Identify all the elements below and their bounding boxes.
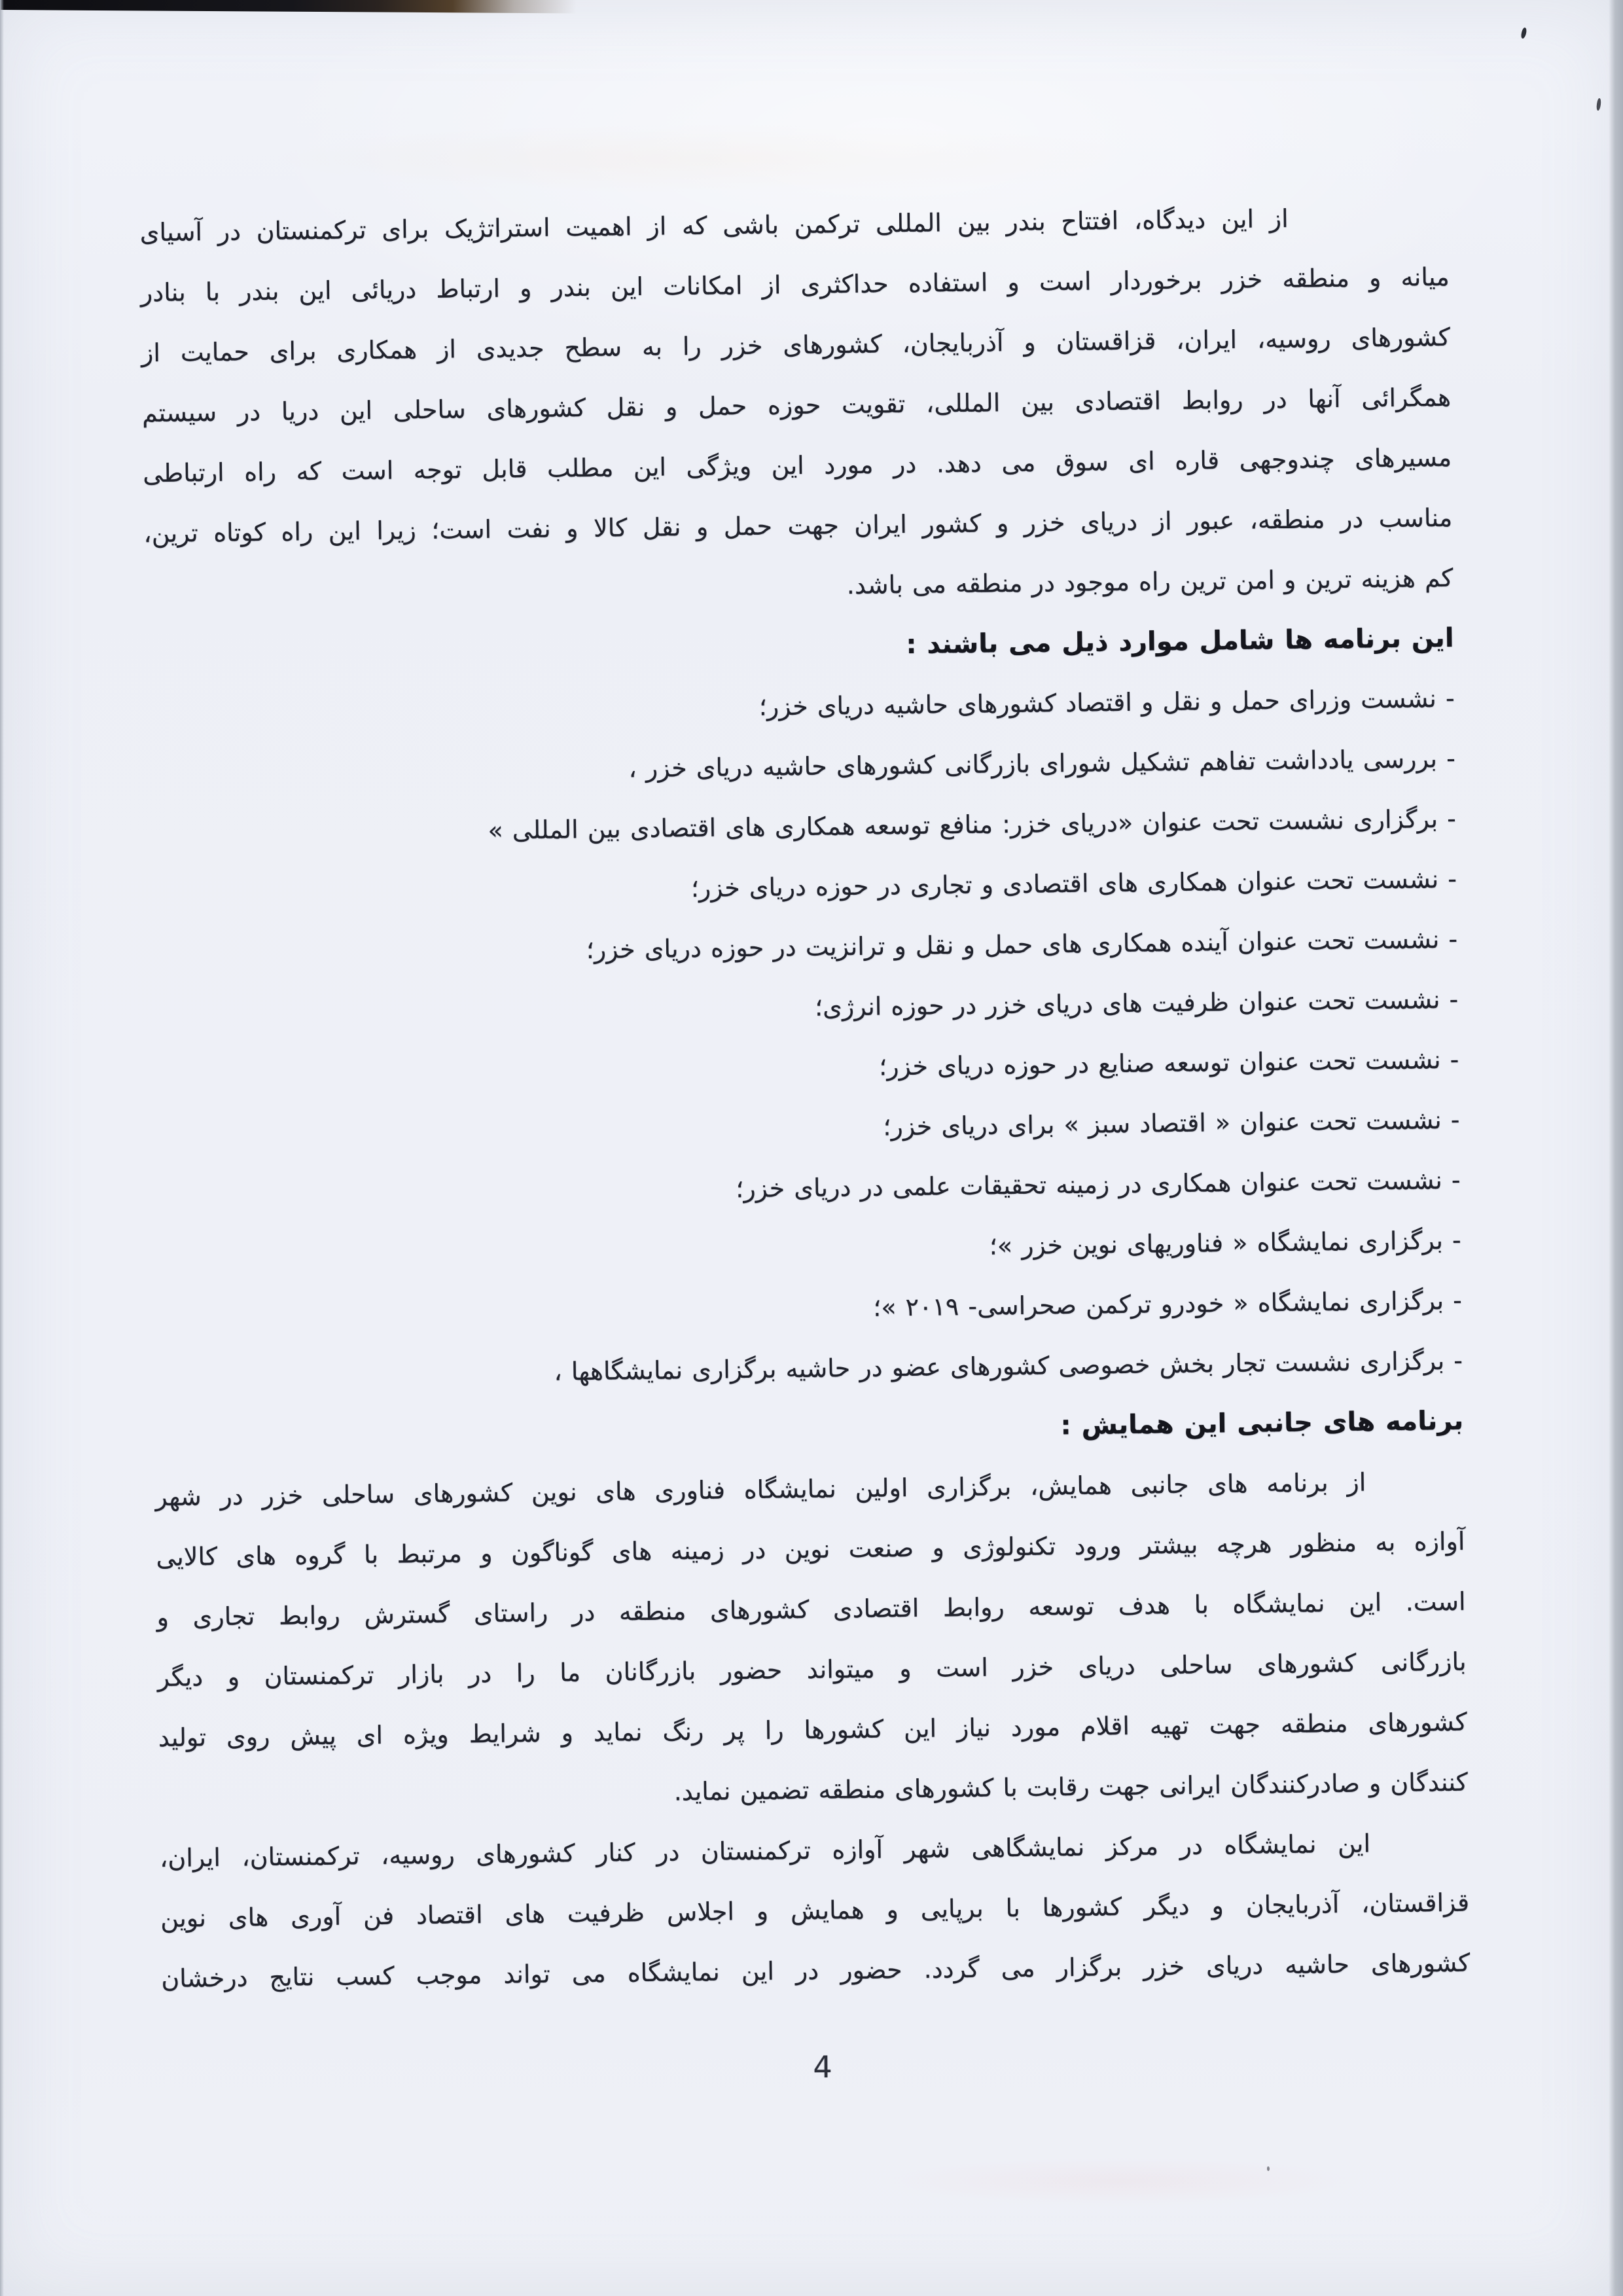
section-heading-side-programs: برنامه های جانبی این همایش : <box>1060 1405 1464 1441</box>
paragraph-line: از برنامه های جانبی همایش، برگزاری اولین نمایشگاه فناوری های نوین کشورهای ساحلی خزر در شهر <box>155 1467 1366 1512</box>
paragraph-line: مناسب در منطقه، عبور از دریای خزر و کشور ایران جهت حمل و نقل کالا و نفت است؛ زیرا این راه کوتاه ترین، <box>143 503 1453 548</box>
list-item: - نشست تحت عنوان آینده همکاری های حمل و نقل و ترانزیت در حوزه دریای خزر؛ <box>586 924 1458 965</box>
paragraph-line: کنندگان و صادرکنندگان ایرانی جهت رقابت با کشورهای منطقه تضمین نماید. <box>673 1767 1469 1806</box>
section-heading-programs: این برنامه ها شامل موارد ذیل می باشند : <box>906 622 1454 660</box>
list-item: - برگزاری نمایشگاه « خودرو ترکمن صحراسی- ۲۰۱۹ »؛ <box>872 1285 1463 1322</box>
list-item: - بررسی یادداشت تفاهم تشکیل شورای بازرگانی کشورهای حاشیه دریای خزر ، <box>628 744 1456 783</box>
page-number: 4 <box>813 2049 832 2085</box>
scan-speck <box>1520 27 1527 39</box>
paragraph-line: قزاقستان، آذربایجان و دیگر کشورها با برپایی و همایش و اجلاس ظرفیت های اقتصاد فن آوری های نوین <box>160 1888 1470 1933</box>
scan-top-edge-artifact <box>0 0 613 14</box>
paragraph-line: کشورهای روسیه، ایران، قزاقستان و آذربایجان، کشورهای خزر را به سطح جدیدی از همکاری برای حمایت از <box>141 322 1451 368</box>
paragraph-line: کشورهای منطقه جهت تهیه اقلام مورد نیاز این کشورها را پر رنگ نماید و شرایط ویژه ای پیش روی تولید <box>158 1707 1467 1753</box>
paragraph-line: مسیرهای چندوجهی قاره ای سوق می دهد. در مورد این ویژگی این مطلب قابل توجه است که راه ارتباطی <box>143 442 1452 488</box>
paragraph-line: میانه و منطقه خزر برخوردار است و استفاده حداکثری از امکانات این بندر و ارتباط دریائی این بندر با بنادر <box>140 262 1450 308</box>
list-item: - برگزاری نشست تحت عنوان «دریای خزر: منافع توسعه همکاری های اقتصادی بین المللی » <box>488 804 1457 845</box>
paragraph-line: این نمایشگاه در مرکز نمایشگاهی شهر آوازه ترکمنستان در کنار کشورهای روسیه، ترکمنستان، ایران، <box>159 1829 1371 1873</box>
paragraph-line: کشورهای حاشیه دریای خزر برگزار می گردد. حضور در این نمایشگاه می تواند موجب کسب نتایج درخشان <box>161 1948 1471 1994</box>
list-item: - نشست تحت عنوان « اقتصاد سبز » برای دریای خزر؛ <box>883 1105 1460 1141</box>
document-body <box>139 187 1471 2009</box>
paragraph-line: کم هزینه ترین و امن ترین راه موجود در منطقه می باشد. <box>846 563 1454 600</box>
list-item: - نشست تحت عنوان همکاری های اقتصادی و تجاری در حوزه دریای خزر؛ <box>690 864 1457 903</box>
scan-right-edge-artifact <box>1609 0 1623 2296</box>
list-item: - برگزاری نمایشگاه « فناوریهای نوین خزر »؛ <box>989 1225 1462 1261</box>
list-item: - برگزاری نشست تجار بخش خصوصی کشورهای عضو در حاشیه برگزاری نمایشگاهها ، <box>554 1346 1463 1386</box>
scan-left-edge-artifact <box>0 0 4 2296</box>
paragraph-line: از این دیدگاه، افتتاح بندر بین المللی ترکمن باشی که از اهمیت استراتژیک برای ترکمنستان در آسیای <box>139 204 1289 247</box>
paragraph-line: آوازه به منظور هرچه بیشتر ورود تکنولوژی و صنعت نوین در زمینه های گوناگون و مرتبط با گروه های کالایی <box>156 1526 1465 1572</box>
scan-speck <box>1596 98 1602 111</box>
list-item: - نشست تحت عنوان ظرفیت های دریای خزر در حوزه انرژی؛ <box>814 984 1459 1022</box>
list-item: - نشست وزرای حمل و نقل و اقتصاد کشورهای حاشیه دریای خزر؛ <box>758 683 1455 721</box>
paragraph-line: همگرائی آنها در روابط اقتصادی بین المللی، تقویت حوزه حمل و نقل کشورهای ساحلی این دریا در سیستم <box>141 382 1452 428</box>
paragraph-line: است. این نمایشگاه با هدف توسعه روابط اقتصادی کشورهای منطقه در راستای گسترش روابط تجاری و <box>156 1587 1466 1632</box>
paragraph-line: بازرگانی کشورهای ساحلی دریای خزر است و میتواند حضور بازرگانان ما را در بازار ترکمنستان و دیگر <box>157 1647 1467 1693</box>
list-item: - نشست تحت عنوان توسعه صنایع در حوزه دریای خزر؛ <box>878 1045 1459 1081</box>
list-item: - نشست تحت عنوان همکاری در زمینه تحقیقات علمی در دریای خزر؛ <box>735 1165 1461 1204</box>
scan-speck <box>1267 2166 1270 2171</box>
